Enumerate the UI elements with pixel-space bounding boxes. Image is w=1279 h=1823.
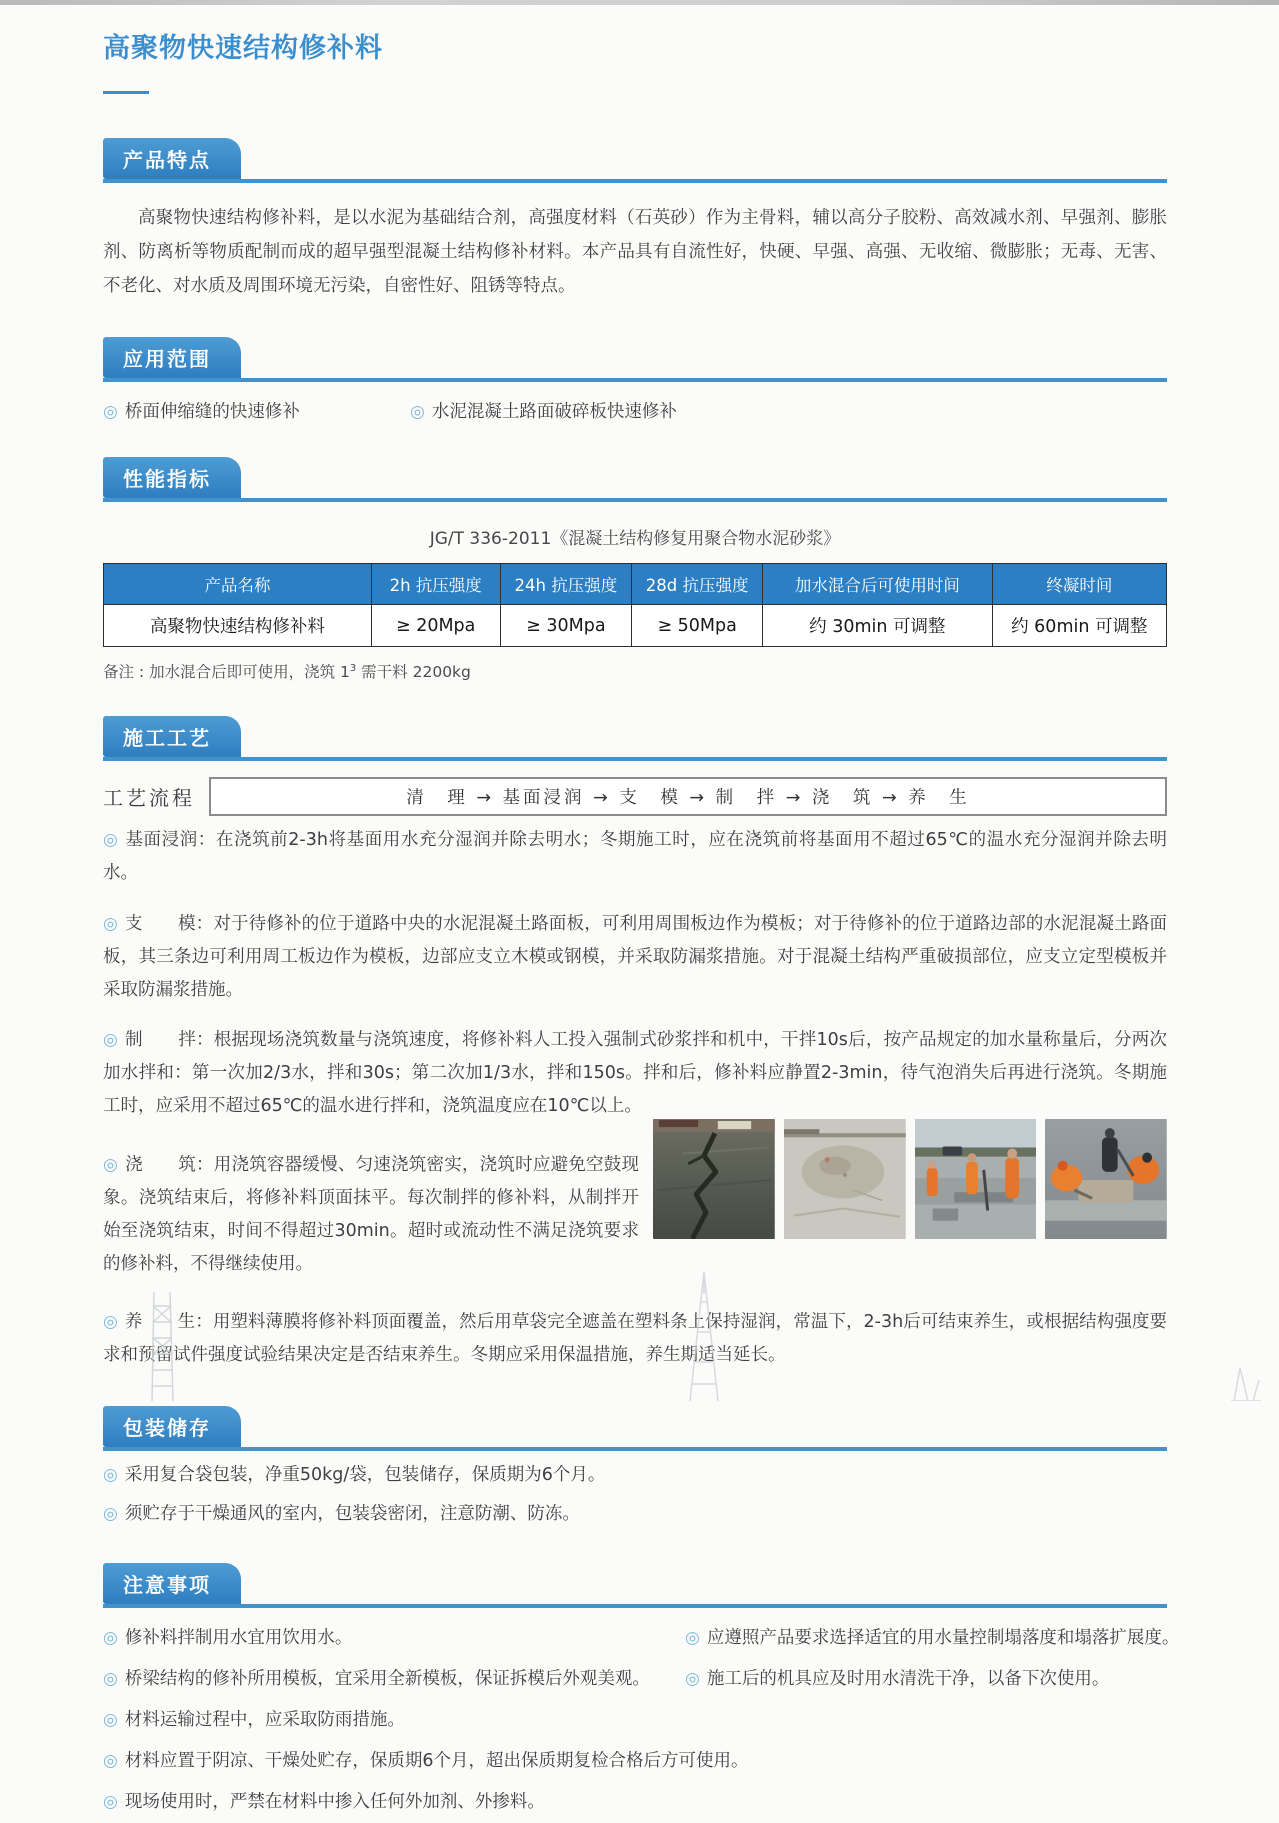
pour-step-with-photos <box>103 1141 1167 1299</box>
watermark-spire-sketch <box>678 1272 730 1401</box>
ring-bullet-icon: ◎ <box>103 1710 118 1730</box>
list-item <box>103 1782 685 1823</box>
section-tab-performance: 性能指标 <box>103 457 241 498</box>
process-step <box>103 1306 1167 1372</box>
step-term: 养 生： <box>124 1312 213 1332</box>
ring-bullet-icon: ◎ <box>103 1154 119 1175</box>
list-item <box>685 1618 1179 1659</box>
table-header-cell: 产品名称 <box>104 564 372 605</box>
flow-label: 工艺流程 <box>103 786 195 810</box>
ring-bullet-icon: ◎ <box>103 402 118 422</box>
caution-item-label: 材料应置于阴凉、干燥处贮存，保质期6个月，超出保质期复检合格后方可使用。 <box>124 1751 749 1771</box>
process-step <box>103 1024 1167 1123</box>
caution-item-label: 材料运输过程中，应采取防雨措施。 <box>124 1710 405 1730</box>
table-footnote <box>103 660 1167 682</box>
photo-cracked-pavement <box>653 1119 775 1239</box>
page-title: 高聚物快速结构修补料 <box>103 33 383 64</box>
title-underline <box>103 91 149 94</box>
list-item <box>685 1659 1179 1700</box>
list-item <box>103 1741 749 1782</box>
flow-sequence: 清 理 → 基面浸润 → 支 模 → 制 拌 → 浇 筑 → 养 生 <box>209 777 1167 816</box>
process-step <box>103 824 1167 890</box>
step-term: 制 拌： <box>125 1030 214 1050</box>
ring-bullet-icon: ◎ <box>685 1669 700 1689</box>
section-header-packaging <box>103 1406 1167 1451</box>
section-header-cautions <box>103 1563 1167 1608</box>
watermark-corner-sketch <box>1226 1368 1266 1401</box>
list-item <box>410 398 677 423</box>
step-term: 基面浸润： <box>125 830 216 850</box>
section-tab-features: 产品特点 <box>103 138 241 179</box>
list-item <box>103 1659 685 1700</box>
section-tab-scope: 应用范围 <box>103 337 241 378</box>
caution-item-label: 施工后的机具应及时用水清洗干净，以备下次使用。 <box>706 1669 1110 1689</box>
table-cell: ≥ 50Mpa <box>632 605 763 647</box>
step-text: 根据现场浇筑数量与浇筑速度，将修补料人工投入强制式砂浆拌和机中，干拌10s后，按产品规定的加水量称量后，分两次加水拌和：第一次加2/3水，拌和30s；第二次加1/3水，拌和150s。拌和后，修补料应静置2-3min，待气泡消失后再进行浇筑。冬期施工时，应采用不超过65℃的温水进行拌和，浇筑温度应在10℃以上。 <box>103 1030 1167 1116</box>
list-item <box>103 1700 685 1741</box>
ring-bullet-icon: ◎ <box>103 830 119 850</box>
ring-bullet-icon: ◎ <box>103 1030 119 1050</box>
caution-item-label: 桥梁结构的修补所用模板，宜采用全新模板，保证拆模后外观美观。 <box>124 1669 650 1689</box>
section-header-performance <box>103 457 1167 502</box>
step-text: 在浇筑前2-3h将基面用水充分湿润并除去明水；冬期施工时，应在浇筑前将基面用不超过65℃的温水充分湿润并除去明水。 <box>103 830 1168 883</box>
step-text: 用浇筑容器缓慢、匀速浇筑密实，浇筑时应避免空鼓现象。浇筑结束后，将修补料顶面抹平。每次制拌的修补料，从制拌开始至浇筑结束，时间不得超过30min。超时或流动性不满足浇筑要求的修补料，不得继续使用。 <box>103 1154 640 1274</box>
process-step <box>103 1149 639 1281</box>
footnote-text: 需干料 2200kg <box>356 663 471 681</box>
table-cell: 约 60min 可调整 <box>992 605 1166 647</box>
performance-table <box>103 563 1167 647</box>
site-photos-strip <box>653 1119 1167 1239</box>
ring-bullet-icon: ◎ <box>103 1792 118 1812</box>
table-cell: ≥ 30Mpa <box>500 605 632 647</box>
scope-item-label: 水泥混凝土路面破碎板快速修补 <box>431 402 677 422</box>
ring-bullet-icon: ◎ <box>103 1751 118 1771</box>
ring-bullet-icon: ◎ <box>103 1628 118 1648</box>
ring-bullet-icon: ◎ <box>103 1312 118 1332</box>
ring-bullet-icon: ◎ <box>103 1669 118 1689</box>
table-header-cell: 2h 抗压强度 <box>371 564 500 605</box>
list-item <box>103 1618 685 1659</box>
table-header-cell: 终凝时间 <box>992 564 1166 605</box>
table-header-row <box>104 564 1167 605</box>
ring-bullet-icon: ◎ <box>685 1628 700 1648</box>
section-tab-process: 施工工艺 <box>103 716 241 757</box>
table-cell: 约 30min 可调整 <box>763 605 993 647</box>
cautions-left-column <box>103 1618 749 1823</box>
table-row <box>104 605 1167 647</box>
photo-damaged-surface <box>784 1119 906 1239</box>
section-tab-packaging: 包装储存 <box>103 1406 241 1447</box>
step-text: 用塑料薄膜将修补料顶面覆盖，然后用草袋完全遮盖在塑料条上保持湿润，常温下，2-3h后可结束养生，或根据结构强度要求和预留试件强度试验结果决定是否结束养生。冬期应采用保温措施，养生期适当延长。 <box>103 1312 1167 1365</box>
ring-bullet-icon: ◎ <box>410 402 425 422</box>
section-header-process <box>103 716 1167 761</box>
list-item <box>103 1460 1167 1490</box>
list-item <box>103 1499 1167 1529</box>
step-text: 对于待修补的位于道路中央的水泥混凝土路面板，可利用周围板边作为模板；对于待修补的位于道路边部的水泥混凝土路面板，其三条边可利用周工板边作为模板，边部应支立木模或钢模，并采取防漏浆措施。对于混凝土结构严重破损部位，应支立定型模板并采取防漏浆措施。 <box>103 913 1167 1000</box>
standard-reference: JG/T 336-2011《混凝土结构修复用聚合物水泥砂浆》 <box>429 529 841 549</box>
table-cell: ≥ 20Mpa <box>371 605 500 647</box>
watermark-tower-sketch <box>140 1292 184 1401</box>
cautions-list <box>103 1618 1180 1823</box>
caution-item-label: 现场使用时，严禁在材料中掺入任何外加剂、外掺料。 <box>124 1792 545 1812</box>
process-step <box>103 908 1167 1007</box>
photo-pouring-material <box>1045 1119 1167 1239</box>
ring-bullet-icon: ◎ <box>103 913 118 934</box>
table-header-cell: 28d 抗压强度 <box>632 564 763 605</box>
footnote-superscript: 3 <box>349 662 357 674</box>
process-flow <box>103 777 1167 816</box>
step-term: 支 模： <box>125 913 214 934</box>
photo-road-repair-crew <box>915 1119 1037 1239</box>
table-header-cell: 加水混合后可使用时间 <box>763 564 993 605</box>
list-item <box>103 398 410 423</box>
footnote-text: 备注 : 加水混合后即可使用，浇筑 1 <box>103 663 350 681</box>
step-term: 浇 筑： <box>125 1154 214 1175</box>
table-header-cell: 24h 抗压强度 <box>500 564 632 605</box>
section-header-features <box>103 138 1167 183</box>
features-paragraph: 高聚物快速结构修补料，是以水泥为基础结合剂，高强度材料（石英砂）作为主骨料，辅以高分子胶粉、高效减水剂、早强剂、膨胀剂、防离析等物质配制而成的超早强型混凝土结构修补材料。本产品具有自流性好，快硬、早强、高强、无收缩、微膨胀；无毒、无害、不老化、对水质及周围环境无污染，自密性好、阻锈等特点。 <box>103 208 1167 296</box>
ring-bullet-icon: ◎ <box>103 1465 118 1485</box>
table-cell: 高聚物快速结构修补料 <box>104 605 372 647</box>
section-header-scope <box>103 337 1167 382</box>
ring-bullet-icon: ◎ <box>103 1504 118 1524</box>
packaging-item-label: 采用复合袋包装，净重50kg/袋，包装储存，保质期为6个月。 <box>124 1465 606 1485</box>
cautions-right-column <box>685 1618 1179 1823</box>
caution-item-label: 修补料拌制用水宜用饮用水。 <box>124 1628 353 1648</box>
caution-item-label: 应遵照产品要求选择适宜的用水量控制塌落度和塌落扩展度。 <box>706 1628 1180 1648</box>
section-tab-cautions: 注意事项 <box>103 1563 241 1604</box>
scope-list <box>103 398 1167 423</box>
scope-item-label: 桥面伸缩缝的快速修补 <box>124 402 300 422</box>
packaging-item-label: 须贮存于干燥通风的室内，包装袋密闭，注意防潮、防冻。 <box>124 1504 580 1524</box>
